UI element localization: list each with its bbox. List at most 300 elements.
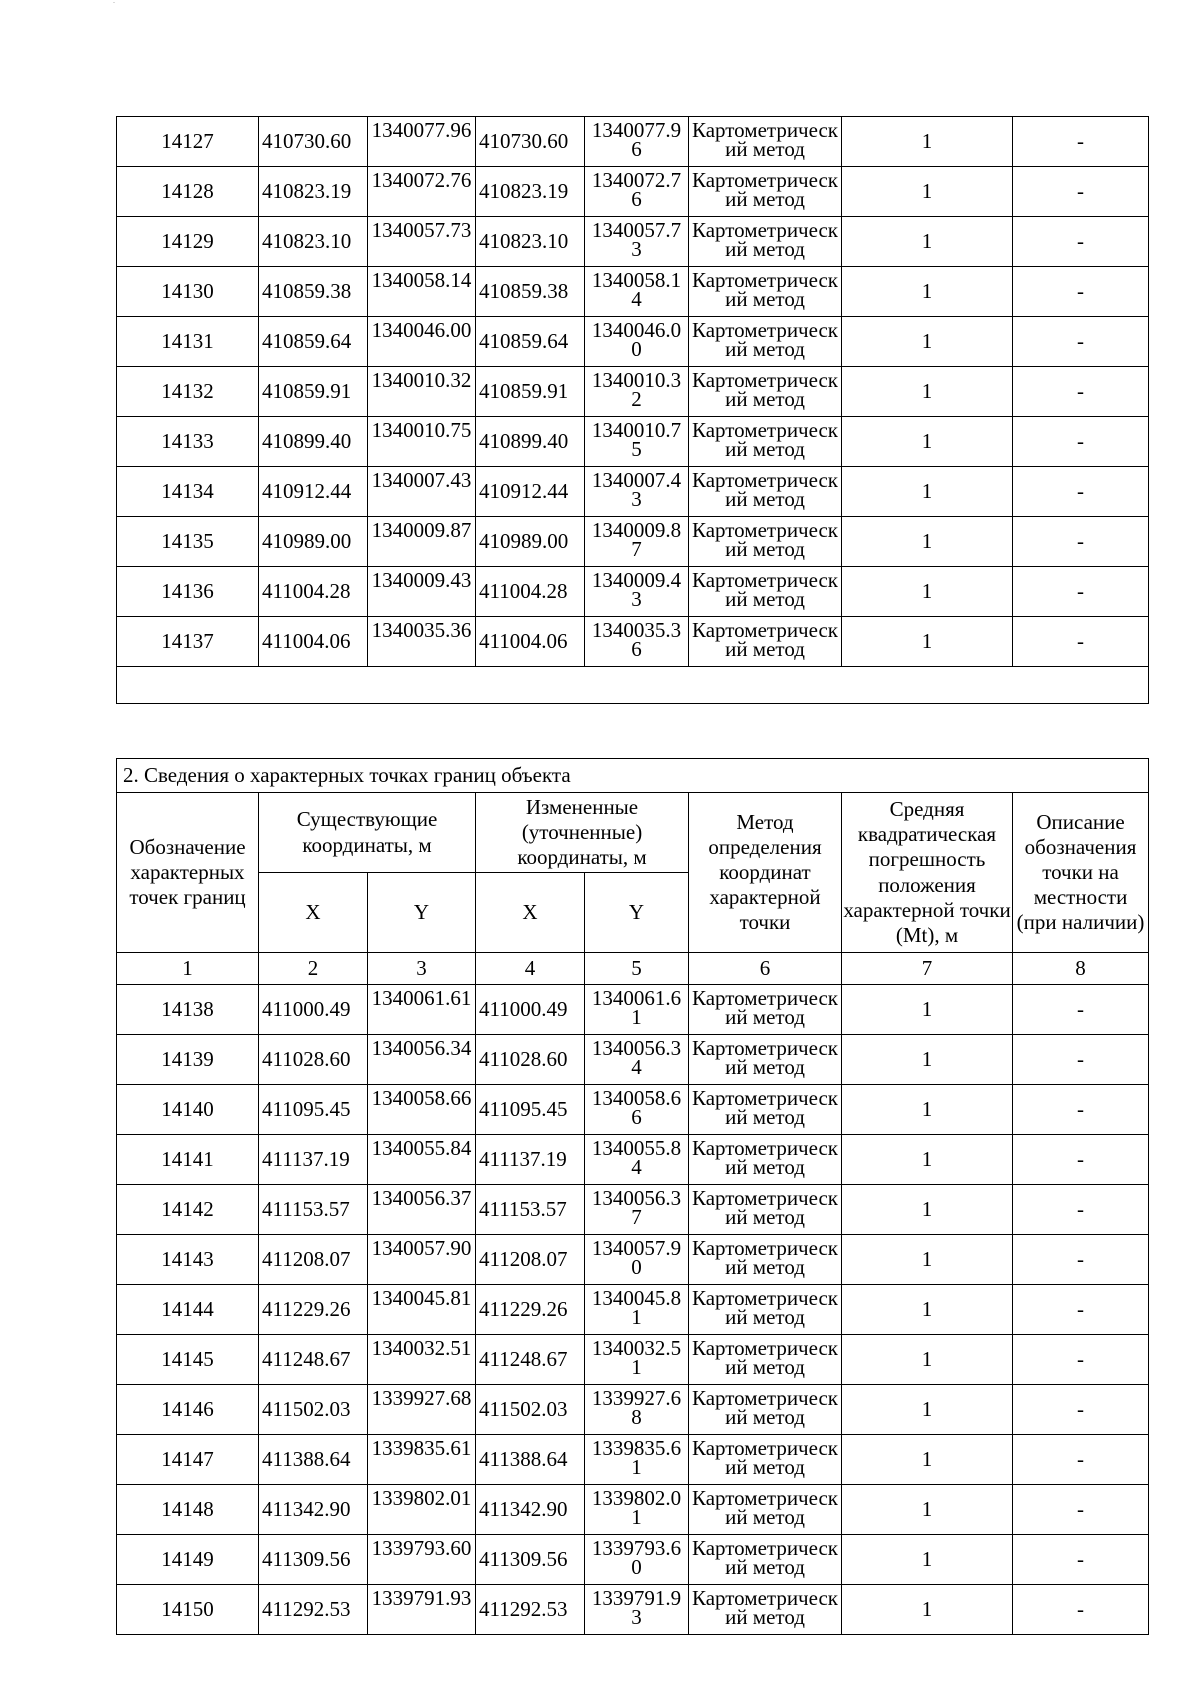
y-changed-cell [585, 517, 689, 567]
description-cell: - [1013, 985, 1149, 1035]
point-id-cell: 14128 [117, 167, 259, 217]
y-changed-cell-text: 1339835.61 [591, 1436, 682, 1480]
y-existing-cell-text: 1340007.43 [371, 468, 472, 492]
x-changed-cell: 410912.44 [476, 467, 585, 517]
x-existing-cell: 411153.57 [259, 1185, 368, 1235]
y-changed-cell [585, 267, 689, 317]
point-id-cell: 14144 [117, 1285, 259, 1335]
x-existing-cell: 411388.64 [259, 1435, 368, 1485]
y-changed-cell [585, 1135, 689, 1185]
x-existing-cell: 410859.91 [259, 367, 368, 417]
table-row [117, 1485, 1149, 1535]
table-row [117, 1585, 1149, 1635]
method-cell-text: Картометрический метод [692, 568, 838, 612]
y-existing-cell-text: 1339927.68 [371, 1386, 472, 1410]
y-changed-cell [585, 985, 689, 1035]
x-changed-cell: 411153.57 [476, 1185, 585, 1235]
mt-cell: 1 [842, 1535, 1013, 1585]
x-existing-cell: 411095.45 [259, 1085, 368, 1135]
point-id-cell: 14136 [117, 567, 259, 617]
y-changed-cell-text: 1340056.37 [591, 1186, 682, 1230]
method-cell-text: Картометрический метод [692, 468, 838, 512]
table-row [117, 417, 1149, 467]
y-existing-cell [368, 267, 476, 317]
x-existing-cell: 411502.03 [259, 1385, 368, 1435]
point-id-cell: 14141 [117, 1135, 259, 1185]
method-cell [689, 517, 842, 567]
description-cell: - [1013, 617, 1149, 667]
table-row [117, 267, 1149, 317]
y-existing-cell [368, 217, 476, 267]
x-existing-cell: 411309.56 [259, 1535, 368, 1585]
mt-cell: 1 [842, 617, 1013, 667]
y-existing-cell [368, 1435, 476, 1485]
table-row [117, 1085, 1149, 1135]
description-cell: - [1013, 1335, 1149, 1385]
y-existing-cell-text: 1339802.01 [371, 1486, 472, 1510]
mt-cell: 1 [842, 167, 1013, 217]
x-changed-cell: 411028.60 [476, 1035, 585, 1085]
y-existing-cell [368, 1585, 476, 1635]
method-cell [689, 417, 842, 467]
column-number: 7 [842, 953, 1013, 985]
point-id-cell: 14142 [117, 1185, 259, 1235]
mt-cell: 1 [842, 1485, 1013, 1535]
y-existing-cell-text: 1340009.87 [371, 518, 472, 542]
method-cell [689, 267, 842, 317]
y-changed-cell [585, 367, 689, 417]
y-changed-cell [585, 1435, 689, 1485]
y-existing-cell [368, 1385, 476, 1435]
y-changed-cell [585, 1085, 689, 1135]
y-changed-cell [585, 1585, 689, 1635]
method-cell-text: Картометрический метод [692, 618, 838, 662]
point-id-cell: 14134 [117, 467, 259, 517]
mt-cell: 1 [842, 1585, 1013, 1635]
mt-cell: 1 [842, 1085, 1013, 1135]
method-cell-text: Картометрический метод [692, 1336, 838, 1380]
y-changed-cell-text: 1340009.43 [591, 568, 682, 612]
method-cell [689, 117, 842, 167]
description-cell: - [1013, 1485, 1149, 1535]
boundary-points-table [116, 758, 1149, 1635]
column-number: 3 [368, 953, 476, 985]
point-id-cell: 14132 [117, 367, 259, 417]
y-changed-cell [585, 417, 689, 467]
y-changed-cell-text: 1340055.84 [591, 1136, 682, 1180]
y-existing-cell [368, 167, 476, 217]
table-row [117, 1435, 1149, 1485]
method-cell-text: Картометрический метод [692, 1486, 838, 1530]
table-body [117, 985, 1149, 1635]
y-changed-cell-text: 1340057.73 [591, 218, 682, 262]
y-existing-cell-text: 1340056.34 [371, 1036, 472, 1060]
point-id-cell: 14145 [117, 1335, 259, 1385]
method-cell [689, 217, 842, 267]
table-row [117, 1285, 1149, 1335]
mt-cell: 1 [842, 517, 1013, 567]
method-cell-text: Картометрический метод [692, 318, 838, 362]
y-changed-cell [585, 617, 689, 667]
header-y-existing: Y [368, 873, 476, 953]
y-existing-cell [368, 1335, 476, 1385]
x-existing-cell: 410730.60 [259, 117, 368, 167]
x-existing-cell: 410899.40 [259, 417, 368, 467]
header-y-changed: Y [585, 873, 689, 953]
description-cell: - [1013, 167, 1149, 217]
y-existing-cell [368, 1535, 476, 1585]
y-existing-cell [368, 317, 476, 367]
y-changed-cell [585, 1235, 689, 1285]
y-changed-cell-text: 1340046.00 [591, 318, 682, 362]
description-cell: - [1013, 1035, 1149, 1085]
description-cell: - [1013, 1235, 1149, 1285]
point-id-cell: 14133 [117, 417, 259, 467]
method-cell-text: Картометрический метод [692, 218, 838, 262]
y-changed-cell-text: 1339802.01 [591, 1486, 682, 1530]
x-existing-cell: 410912.44 [259, 467, 368, 517]
table-row [117, 1135, 1149, 1185]
method-cell-text: Картометрический метод [692, 518, 838, 562]
y-existing-cell-text: 1340035.36 [371, 618, 472, 642]
y-changed-cell-text: 1340010.32 [591, 368, 682, 412]
y-changed-cell-text: 1340010.75 [591, 418, 682, 462]
y-existing-cell-text: 1340010.32 [371, 368, 472, 392]
y-existing-cell-text: 1340046.00 [371, 318, 472, 342]
method-cell-text: Картометрический метод [692, 1186, 838, 1230]
description-cell: - [1013, 1285, 1149, 1335]
point-id-cell: 14135 [117, 517, 259, 567]
mt-cell: 1 [842, 1185, 1013, 1235]
x-changed-cell: 411342.90 [476, 1485, 585, 1535]
method-cell-text: Картометрический метод [692, 118, 838, 162]
page-mark: - [113, 0, 115, 6]
header-x-existing: X [259, 873, 368, 953]
y-existing-cell-text: 1340072.76 [371, 168, 472, 192]
y-existing-cell [368, 467, 476, 517]
description-cell: - [1013, 517, 1149, 567]
x-changed-cell: 411388.64 [476, 1435, 585, 1485]
point-id-cell: 14140 [117, 1085, 259, 1135]
point-id-cell: 14149 [117, 1535, 259, 1585]
mt-cell: 1 [842, 1335, 1013, 1385]
column-number: 4 [476, 953, 585, 985]
method-cell [689, 1435, 842, 1485]
description-cell: - [1013, 467, 1149, 517]
table-row [117, 117, 1149, 167]
y-existing-cell-text: 1339791.93 [371, 1586, 472, 1610]
x-changed-cell: 410899.40 [476, 417, 585, 467]
y-existing-cell [368, 1135, 476, 1185]
column-number: 6 [689, 953, 842, 985]
header-description: Описание обозначения точки на местности (при наличии) [1013, 793, 1149, 953]
point-id-cell: 14146 [117, 1385, 259, 1435]
column-number: 1 [117, 953, 259, 985]
description-cell: - [1013, 1385, 1149, 1435]
x-existing-cell: 411342.90 [259, 1485, 368, 1535]
method-cell-text: Картометрический метод [692, 418, 838, 462]
header-changed-coords: Измененные (уточненные) координаты, м [476, 793, 689, 873]
y-changed-cell [585, 567, 689, 617]
x-changed-cell: 411000.49 [476, 985, 585, 1035]
table-row [117, 217, 1149, 267]
y-existing-cell-text: 1340032.51 [371, 1336, 472, 1360]
description-cell: - [1013, 1185, 1149, 1235]
y-existing-cell-text: 1340056.37 [371, 1186, 472, 1210]
mt-cell: 1 [842, 417, 1013, 467]
y-existing-cell-text: 1340057.73 [371, 218, 472, 242]
table-row [117, 985, 1149, 1035]
method-cell [689, 1085, 842, 1135]
y-existing-cell [368, 1185, 476, 1235]
description-cell: - [1013, 317, 1149, 367]
description-cell: - [1013, 267, 1149, 317]
y-existing-cell-text: 1340045.81 [371, 1286, 472, 1310]
method-cell [689, 317, 842, 367]
method-cell-text: Картометрический метод [692, 268, 838, 312]
y-changed-cell-text: 1340072.76 [591, 168, 682, 212]
mt-cell: 1 [842, 117, 1013, 167]
x-changed-cell: 410730.60 [476, 117, 585, 167]
x-existing-cell: 411248.67 [259, 1335, 368, 1385]
method-cell [689, 567, 842, 617]
method-cell-text: Картометрический метод [692, 1436, 838, 1480]
y-changed-cell-text: 1340058.66 [591, 1086, 682, 1130]
method-cell-text: Картометрический метод [692, 1036, 838, 1080]
y-existing-cell [368, 1085, 476, 1135]
method-cell-text: Картометрический метод [692, 1386, 838, 1430]
x-changed-cell: 411137.19 [476, 1135, 585, 1185]
description-cell: - [1013, 367, 1149, 417]
table-row [117, 167, 1149, 217]
y-existing-cell-text: 1340058.66 [371, 1086, 472, 1110]
table-title: 2. Сведения о характерных точках границ объекта [117, 759, 1149, 793]
y-existing-cell-text: 1339835.61 [371, 1436, 472, 1460]
table-body [117, 117, 1149, 704]
mt-cell: 1 [842, 367, 1013, 417]
y-changed-cell-text: 1339793.60 [591, 1536, 682, 1580]
y-changed-cell [585, 217, 689, 267]
header-existing-coords: Существующие координаты, м [259, 793, 476, 873]
y-changed-cell [585, 317, 689, 367]
x-existing-cell: 411004.06 [259, 617, 368, 667]
x-existing-cell: 411137.19 [259, 1135, 368, 1185]
method-cell [689, 1135, 842, 1185]
method-cell [689, 1335, 842, 1385]
table-row [117, 1235, 1149, 1285]
x-existing-cell: 411208.07 [259, 1235, 368, 1285]
mt-cell: 1 [842, 217, 1013, 267]
y-changed-cell-text: 1340007.43 [591, 468, 682, 512]
mt-cell: 1 [842, 267, 1013, 317]
table-row [117, 317, 1149, 367]
x-changed-cell: 411229.26 [476, 1285, 585, 1335]
description-cell: - [1013, 117, 1149, 167]
method-cell [689, 985, 842, 1035]
table-row [117, 517, 1149, 567]
y-changed-cell [585, 1535, 689, 1585]
boundary-points-table-continued [116, 116, 1149, 704]
method-cell [689, 367, 842, 417]
x-existing-cell: 411004.28 [259, 567, 368, 617]
method-cell-text: Картометрический метод [692, 986, 838, 1030]
mt-cell: 1 [842, 1285, 1013, 1335]
y-existing-cell [368, 617, 476, 667]
table-row [117, 1385, 1149, 1435]
y-changed-cell-text: 1340056.34 [591, 1036, 682, 1080]
mt-cell: 1 [842, 1235, 1013, 1285]
description-cell: - [1013, 1535, 1149, 1585]
table-row [117, 467, 1149, 517]
y-changed-cell [585, 1285, 689, 1335]
mt-cell: 1 [842, 1135, 1013, 1185]
method-cell [689, 617, 842, 667]
mt-cell: 1 [842, 985, 1013, 1035]
y-changed-cell [585, 1335, 689, 1385]
header-mt: Средняя квадратическая погрешность положения характерной точки (Mt), м [842, 793, 1013, 953]
y-changed-cell-text: 1340057.90 [591, 1236, 682, 1280]
y-existing-cell-text: 1340058.14 [371, 268, 472, 292]
x-changed-cell: 411208.07 [476, 1235, 585, 1285]
description-cell: - [1013, 217, 1149, 267]
mt-cell: 1 [842, 1035, 1013, 1085]
x-changed-cell: 411004.28 [476, 567, 585, 617]
x-existing-cell: 411292.53 [259, 1585, 368, 1635]
description-cell: - [1013, 417, 1149, 467]
description-cell: - [1013, 567, 1149, 617]
description-cell: - [1013, 1135, 1149, 1185]
y-existing-cell-text: 1340077.96 [371, 118, 472, 142]
method-cell-text: Картометрический метод [692, 1536, 838, 1580]
description-cell: - [1013, 1085, 1149, 1135]
y-existing-cell [368, 985, 476, 1035]
point-id-cell: 14127 [117, 117, 259, 167]
y-existing-cell-text: 1340009.43 [371, 568, 472, 592]
point-id-cell: 14143 [117, 1235, 259, 1285]
x-changed-cell: 410859.64 [476, 317, 585, 367]
table-row [117, 1535, 1149, 1585]
method-cell [689, 167, 842, 217]
y-changed-cell-text: 1340061.61 [591, 986, 682, 1030]
column-number: 2 [259, 953, 368, 985]
y-changed-cell [585, 467, 689, 517]
description-cell: - [1013, 1585, 1149, 1635]
x-changed-cell: 410823.19 [476, 167, 585, 217]
y-existing-cell-text: 1339793.60 [371, 1536, 472, 1560]
y-existing-cell [368, 567, 476, 617]
column-number: 8 [1013, 953, 1149, 985]
y-existing-cell [368, 417, 476, 467]
x-existing-cell: 410859.38 [259, 267, 368, 317]
y-changed-cell-text: 1339791.93 [591, 1586, 682, 1630]
y-changed-cell-text: 1340058.14 [591, 268, 682, 312]
method-cell-text: Картометрический метод [692, 1136, 838, 1180]
x-changed-cell: 410859.91 [476, 367, 585, 417]
point-id-cell: 14137 [117, 617, 259, 667]
x-changed-cell: 410989.00 [476, 517, 585, 567]
y-changed-cell-text: 1340035.36 [591, 618, 682, 662]
description-cell: - [1013, 1435, 1149, 1485]
empty-cell [117, 667, 1149, 704]
y-changed-cell-text: 1340009.87 [591, 518, 682, 562]
y-existing-cell [368, 517, 476, 567]
x-existing-cell: 411000.49 [259, 985, 368, 1035]
point-id-cell: 14138 [117, 985, 259, 1035]
y-existing-cell [368, 367, 476, 417]
y-existing-cell [368, 1235, 476, 1285]
x-changed-cell: 410859.38 [476, 267, 585, 317]
mt-cell: 1 [842, 567, 1013, 617]
point-id-cell: 14150 [117, 1585, 259, 1635]
table-row [117, 567, 1149, 617]
y-existing-cell-text: 1340010.75 [371, 418, 472, 442]
y-changed-cell [585, 167, 689, 217]
empty-row [117, 667, 1149, 704]
point-id-cell: 14139 [117, 1035, 259, 1085]
mt-cell: 1 [842, 317, 1013, 367]
y-existing-cell-text: 1340061.61 [371, 986, 472, 1010]
x-changed-cell: 411248.67 [476, 1335, 585, 1385]
method-cell [689, 467, 842, 517]
y-existing-cell [368, 1285, 476, 1335]
y-changed-cell [585, 1035, 689, 1085]
header-method: Метод определения координат характерной точки [689, 793, 842, 953]
method-cell [689, 1385, 842, 1435]
x-existing-cell: 411028.60 [259, 1035, 368, 1085]
table-row [117, 1335, 1149, 1385]
y-existing-cell-text: 1340057.90 [371, 1236, 472, 1260]
mt-cell: 1 [842, 1435, 1013, 1485]
method-cell-text: Картометрический метод [692, 1586, 838, 1630]
point-id-cell: 14129 [117, 217, 259, 267]
x-existing-cell: 410989.00 [259, 517, 368, 567]
x-changed-cell: 411502.03 [476, 1385, 585, 1435]
method-cell [689, 1485, 842, 1535]
method-cell-text: Картометрический метод [692, 1286, 838, 1330]
method-cell [689, 1585, 842, 1635]
table-header [117, 759, 1149, 985]
y-existing-cell [368, 1485, 476, 1535]
y-existing-cell-text: 1340055.84 [371, 1136, 472, 1160]
method-cell [689, 1535, 842, 1585]
x-changed-cell: 411309.56 [476, 1535, 585, 1585]
y-changed-cell [585, 1185, 689, 1235]
x-changed-cell: 411004.06 [476, 617, 585, 667]
method-cell [689, 1235, 842, 1285]
y-existing-cell [368, 1035, 476, 1085]
method-cell-text: Картометрический метод [692, 368, 838, 412]
x-existing-cell: 410823.10 [259, 217, 368, 267]
y-changed-cell-text: 1339927.68 [591, 1386, 682, 1430]
table-row [117, 1035, 1149, 1085]
method-cell [689, 1035, 842, 1085]
method-cell-text: Картометрический метод [692, 168, 838, 212]
method-cell [689, 1185, 842, 1235]
y-changed-cell [585, 117, 689, 167]
x-existing-cell: 410823.19 [259, 167, 368, 217]
y-changed-cell-text: 1340032.51 [591, 1336, 682, 1380]
point-id-cell: 14147 [117, 1435, 259, 1485]
method-cell-text: Картометрический метод [692, 1086, 838, 1130]
y-changed-cell-text: 1340077.96 [591, 118, 682, 162]
mt-cell: 1 [842, 467, 1013, 517]
table-row [117, 367, 1149, 417]
point-id-cell: 14130 [117, 267, 259, 317]
x-changed-cell: 411095.45 [476, 1085, 585, 1135]
method-cell [689, 1285, 842, 1335]
method-cell-text: Картометрический метод [692, 1236, 838, 1280]
y-changed-cell [585, 1485, 689, 1535]
